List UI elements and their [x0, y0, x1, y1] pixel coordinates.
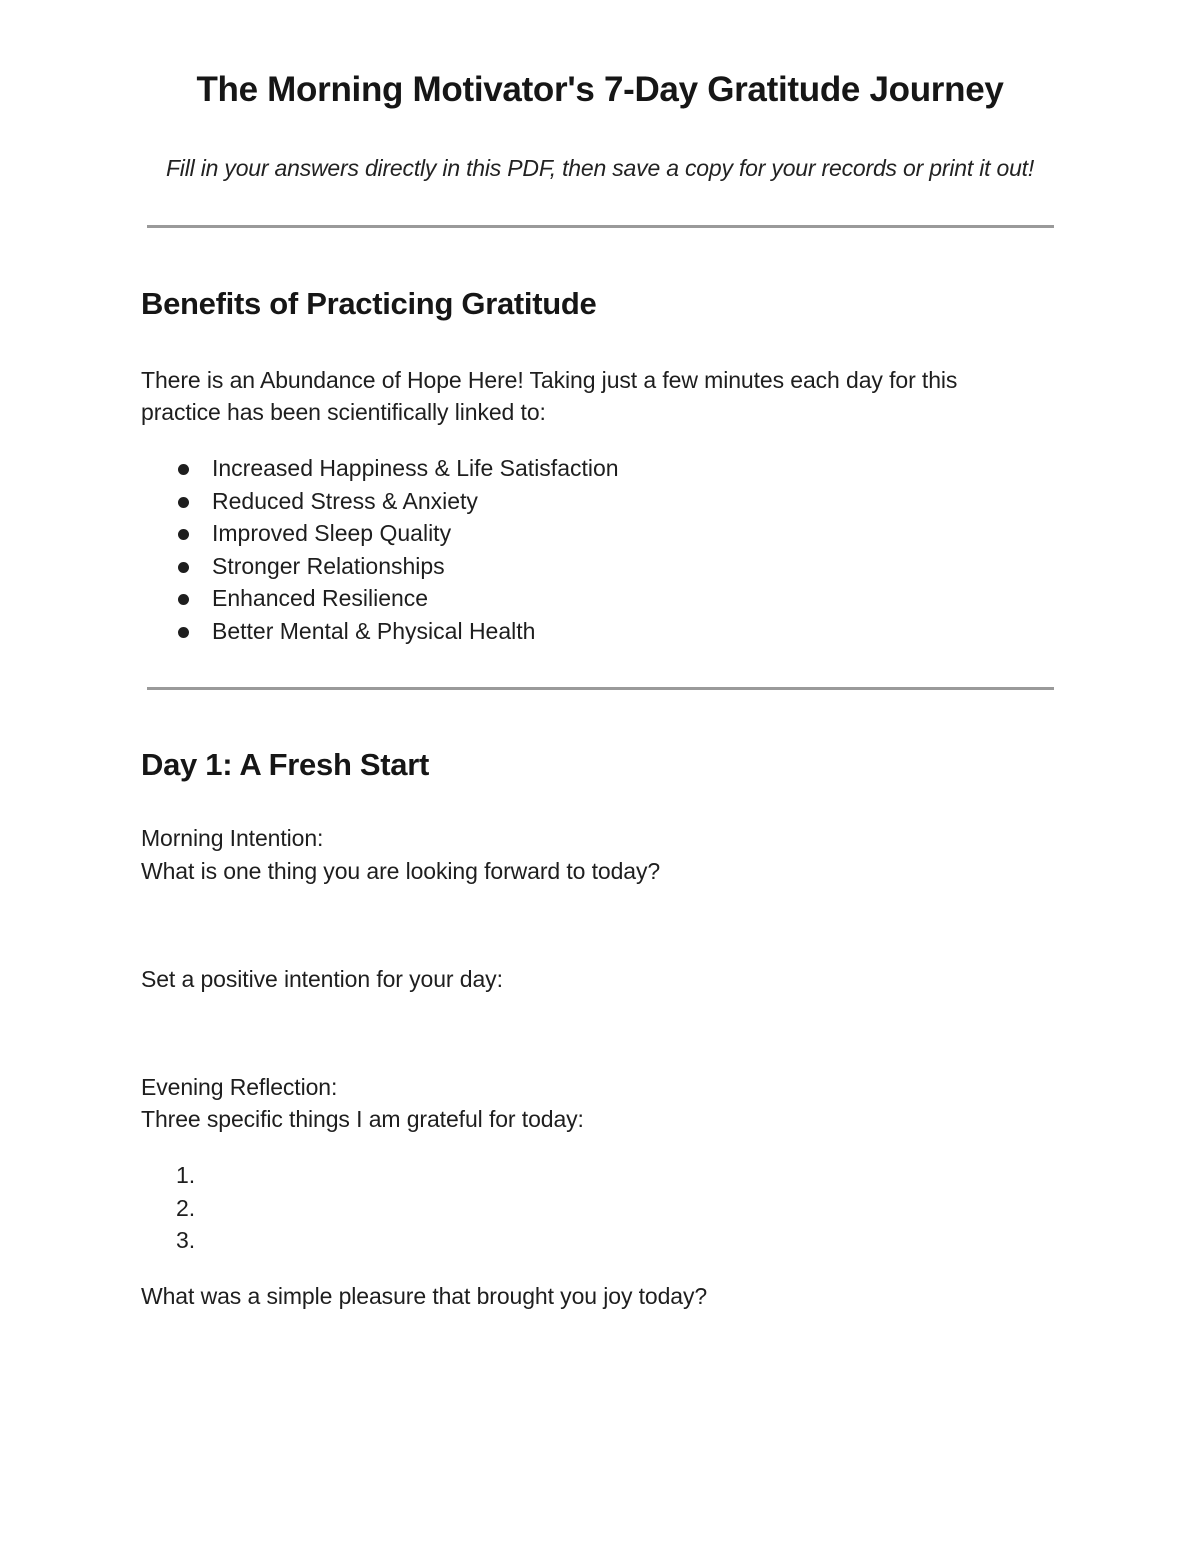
divider — [147, 687, 1054, 690]
bullet-icon — [178, 464, 189, 475]
document-subtitle: Fill in your answers directly in this PDF, then save a copy for your records or print it out! — [165, 155, 1035, 181]
evening-reflection-label: Evening Reflection: — [141, 1074, 338, 1100]
bullet-icon — [178, 594, 189, 605]
morning-intention-label: Morning Intention: — [141, 825, 324, 851]
evening-question-1: Three specific things I am grateful for today: — [141, 1106, 584, 1132]
grateful-item-3[interactable]: 3. — [176, 1227, 196, 1253]
list-item: Stronger Relationships — [141, 550, 619, 583]
list-item: Better Mental & Physical Health — [141, 615, 619, 648]
benefits-heading: Benefits of Practicing Gratitude — [141, 286, 597, 321]
grateful-item-1[interactable]: 1. — [176, 1162, 196, 1188]
morning-question-2: Set a positive intention for your day: — [141, 966, 503, 992]
bullet-icon — [178, 627, 189, 638]
morning-question-1: What is one thing you are looking forward to today? — [141, 858, 661, 884]
document-title: The Morning Motivator's 7-Day Gratitude Journey — [196, 70, 1004, 109]
divider — [147, 225, 1054, 228]
list-item: Increased Happiness & Life Satisfaction — [141, 452, 619, 485]
bullet-icon — [178, 497, 189, 508]
bullet-icon — [178, 529, 189, 540]
evening-question-2: What was a simple pleasure that brought you joy today? — [141, 1283, 708, 1309]
day1-heading: Day 1: A Fresh Start — [141, 747, 430, 782]
list-item: Reduced Stress & Anxiety — [141, 485, 619, 518]
grateful-item-2[interactable]: 2. — [176, 1194, 196, 1221]
bullet-icon — [178, 562, 189, 573]
benefits-intro-line-1: There is an Abundance of Hope Here! Taking just a few minutes each day for this — [141, 367, 958, 393]
list-item: Improved Sleep Quality — [141, 517, 619, 550]
benefits-intro-line-2: practice has been scientifically linked to: — [141, 399, 546, 425]
benefits-list — [141, 452, 619, 647]
list-item: Enhanced Resilience — [141, 582, 619, 615]
grateful-list — [141, 1159, 195, 1257]
